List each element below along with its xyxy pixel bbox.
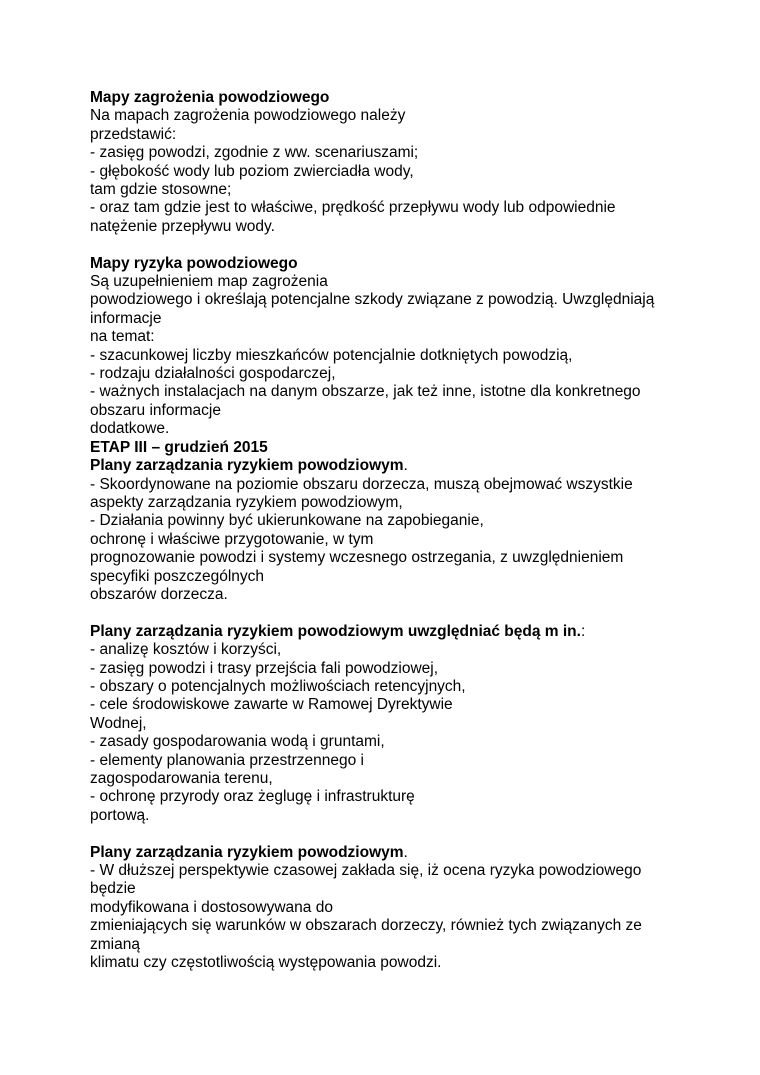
paragraph-line: zagospodarowania terenu, — [90, 770, 273, 787]
heading-punctuation: . — [403, 457, 408, 475]
paragraph-line: dodatkowe. — [90, 420, 170, 438]
list-item: - głębokość wody lub poziom zwierciadła wody, — [90, 162, 414, 180]
document-page — [90, 89, 730, 972]
section-heading-line — [90, 844, 730, 862]
stage-heading: ETAP III – grudzień 2015 — [90, 438, 268, 456]
section-heading: Plany zarządzania ryzykiem powodziowym — [90, 457, 404, 475]
list-item: - zasięg powodzi, zgodnie z ww. scenariuszami; — [90, 144, 419, 162]
list-item: - W dłuższej perspektywie czasowej zakłada się, iż ocena ryzyka powodziowego — [90, 862, 642, 880]
paragraph-line: portową. — [90, 806, 150, 824]
paragraph-line: obszaru informacje — [90, 401, 221, 419]
paragraph-line: ochronę i właściwe przygotowanie, w tym — [90, 530, 374, 548]
paragraph-line: Wodnej, — [90, 714, 147, 732]
paragraph-gap — [90, 825, 730, 843]
list-item: - ważnych instalacjach na danym obszarze, jak też inne, istotne dla konkretnego — [90, 383, 641, 401]
list-item: - analizę kosztów i korzyści, — [90, 641, 282, 659]
section-heading: Mapy zagrożenia powodziowego — [90, 89, 330, 106]
paragraph-line: na temat: — [90, 328, 155, 346]
paragraph-line: obszarów dorzecza. — [90, 585, 228, 603]
list-item: - oraz tam gdzie jest to właściwe, prędkość przepływu wody lub odpowiednie — [90, 199, 616, 217]
paragraph-line: modyfikowana i dostosowywana do — [90, 898, 333, 916]
section-heading: Plany zarządzania ryzykiem powodziowym — [90, 843, 404, 861]
section-heading: Mapy ryzyka powodziowego — [90, 254, 298, 272]
list-item: - zasady gospodarowania wodą i gruntami, — [90, 733, 385, 751]
list-item: - cele środowiskowe zawarte w Ramowej Dyrektywie — [90, 696, 453, 714]
paragraph-line: przedstawić: — [90, 125, 177, 143]
paragraph-line: aspekty zarządzania ryzykiem powodziowym, — [90, 493, 403, 511]
section-stage-three — [90, 439, 730, 605]
section-heading-line — [90, 623, 730, 641]
paragraph-line: zmianą — [90, 935, 140, 953]
section-long-term-plans — [90, 844, 730, 973]
paragraph-line: będzie — [90, 880, 136, 898]
list-item: - ochronę przyrody oraz żeglugę i infrastrukturę — [90, 788, 415, 806]
paragraph-gap — [90, 236, 730, 254]
list-item: - Skoordynowane na poziomie obszaru dorzecza, muszą obejmować wszystkie — [90, 475, 633, 493]
list-item: - elementy planowania przestrzennego i — [90, 751, 364, 769]
section-flood-hazard-maps — [90, 89, 730, 236]
paragraph-line: informacje — [90, 309, 162, 327]
paragraph-line: Są uzupełnieniem map zagrożenia — [90, 273, 328, 291]
paragraph-line: powodziowego i określają potencjalne szkody związane z powodzią. Uwzględniają — [90, 291, 655, 309]
list-item: - obszary o potencjalnych możliwościach retencyjnych, — [90, 677, 466, 695]
section-heading: Plany zarządzania ryzykiem powodziowym uwzględniać będą m in. — [90, 622, 581, 640]
section-plan-contents — [90, 623, 730, 825]
paragraph-gap — [90, 604, 730, 622]
paragraph-line: klimatu czy częstotliwością występowania powodzi. — [90, 954, 442, 972]
heading-punctuation: : — [580, 622, 586, 640]
list-item: - szacunkowej liczby mieszkańców potencjalnie dotkniętych powodzią, — [90, 346, 573, 364]
list-item: - zasięg powodzi i trasy przejścia fali powodziowej, — [90, 659, 439, 677]
paragraph-line: specyfiki poszczególnych — [90, 567, 265, 585]
section-flood-risk-maps — [90, 255, 730, 439]
list-item: - rodzaju działalności gospodarczej, — [90, 365, 336, 383]
paragraph-line: prognozowanie powodzi i systemy wczesnego ostrzegania, z uwzględnieniem — [90, 549, 624, 567]
paragraph-line: zmieniających się warunków w obszarach dorzeczy, również tych związanych ze — [90, 917, 642, 935]
paragraph-line: tam gdzie stosowne; — [90, 181, 232, 199]
paragraph-line: natężenie przepływu wody. — [90, 217, 275, 235]
heading-punctuation: . — [403, 843, 408, 861]
section-heading-line — [90, 457, 730, 475]
list-item: - Działania powinny być ukierunkowane na zapobieganie, — [90, 512, 484, 530]
paragraph-line: Na mapach zagrożenia powodziowego należy — [90, 107, 406, 125]
